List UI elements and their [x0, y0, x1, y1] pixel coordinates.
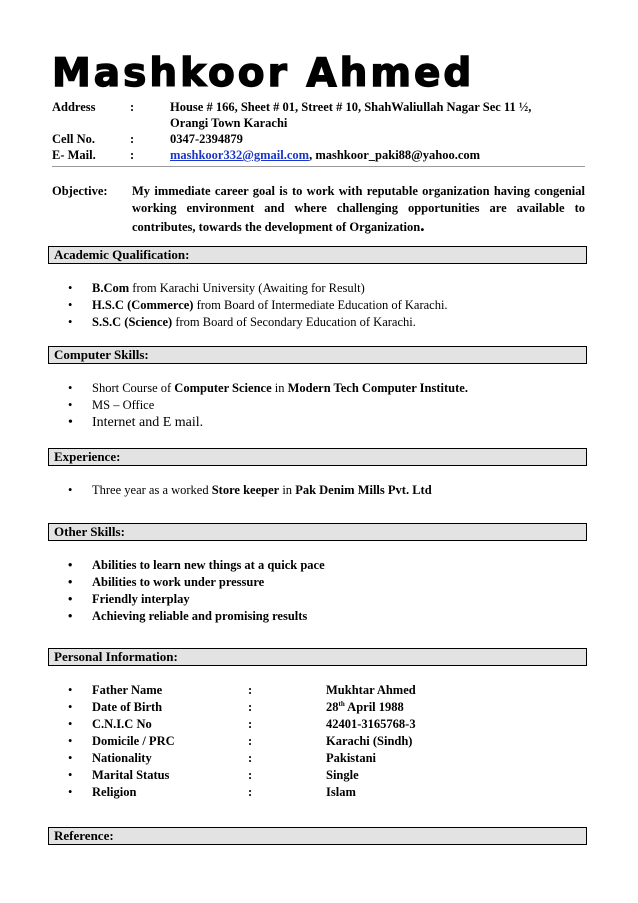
info-colon: :: [248, 751, 253, 765]
other-skill-text: Achieving reliable and promising results: [92, 609, 308, 623]
contact-block: [52, 99, 590, 163]
list-item: [58, 557, 325, 574]
list-item: [58, 280, 448, 297]
dob-suffix: th: [338, 699, 345, 708]
other-skill-text: Abilities to work under pressure: [92, 575, 265, 589]
address-value: [170, 99, 590, 131]
experience-text: in: [279, 483, 296, 497]
degree-detail: from Board of Secondary Education of Karachi.: [172, 315, 416, 329]
reference-section-header: Reference:: [48, 827, 587, 845]
degree-name: S.S.C (Science): [92, 315, 173, 329]
address-row: [52, 99, 590, 131]
bullet-icon: •: [68, 768, 73, 782]
info-label: Domicile / PRC: [92, 734, 175, 748]
email-secondary: , mashkoor_paki88@yahoo.com: [309, 148, 481, 162]
degree-detail: from Karachi University (Awaiting for Result): [129, 281, 365, 295]
objective-block: [52, 183, 585, 236]
list-item: [58, 297, 448, 314]
info-value: Islam: [326, 785, 356, 799]
list-item: [58, 699, 416, 716]
list-item: [58, 482, 432, 499]
info-value: Pakistani: [326, 751, 377, 765]
bullet-icon: •: [68, 575, 73, 589]
list-item: [58, 784, 416, 801]
bullet-icon: •: [68, 381, 73, 395]
job-title: Store keeper: [211, 483, 280, 497]
skill-text: Internet and E mail.: [92, 415, 204, 430]
cell-row: [52, 131, 590, 147]
bullet-icon: •: [68, 298, 73, 312]
header-divider: [52, 166, 585, 167]
list-item: [58, 380, 468, 397]
objective-label: Objective:: [52, 184, 108, 198]
info-colon: :: [248, 785, 253, 799]
bullet-icon: •: [68, 683, 73, 697]
bullet-icon: •: [68, 398, 73, 412]
experience-section-header: Experience:: [48, 448, 587, 466]
email-value: [170, 147, 590, 163]
info-colon: :: [248, 717, 253, 731]
computer-skills-list: [58, 380, 468, 431]
list-item: [58, 750, 416, 767]
list-item: [58, 767, 416, 784]
experience-list: [58, 482, 432, 499]
info-label: Date of Birth: [92, 700, 163, 714]
email-label: E- Mail.: [52, 148, 96, 162]
list-item: [58, 414, 468, 431]
bullet-icon: •: [68, 415, 73, 430]
degree-detail: from Board of Intermediate Education of Karachi.: [193, 298, 448, 312]
bullet-icon: •: [68, 785, 73, 799]
other-skills-section-header: Other Skills:: [48, 523, 587, 541]
degree-name: H.S.C (Commerce): [92, 298, 194, 312]
skill-text: in: [271, 381, 288, 395]
info-value: Mukhtar Ahmed: [326, 683, 416, 697]
address-line2: Orangi Town Karachi: [170, 116, 288, 130]
personal-info-section-header: Personal Information:: [48, 648, 587, 666]
bullet-icon: •: [68, 734, 73, 748]
address-line1: House # 166, Sheet # 01, Street # 10, ShahWaliullah Nagar Sec 11 ½,: [170, 100, 532, 114]
email-colon: :: [130, 148, 135, 162]
info-value: 42401-3165768-3: [326, 717, 416, 731]
personal-info-list: [58, 682, 416, 801]
info-value: Single: [326, 768, 359, 782]
objective-body: My immediate career goal is to work with reputable organization having congenial working environment and where challenging opportunities are available to contributes, towards the development of Organization: [132, 184, 585, 234]
cell-value: 0347-2394879: [170, 132, 243, 146]
address-label: Address: [52, 100, 96, 114]
info-value: [326, 699, 404, 716]
bullet-icon: •: [68, 315, 73, 329]
dob-day: 28: [326, 700, 339, 714]
bullet-icon: •: [68, 717, 73, 731]
skill-course: Computer Science: [174, 381, 272, 395]
list-item: [58, 733, 416, 750]
info-label: Nationality: [92, 751, 152, 765]
info-label: Marital Status: [92, 768, 170, 782]
info-colon: :: [248, 683, 253, 697]
skill-institute: Modern Tech Computer Institute.: [287, 381, 468, 395]
objective-period: .: [420, 215, 425, 235]
other-skill-text: Friendly interplay: [92, 592, 190, 606]
experience-text: Three year as a worked: [92, 483, 212, 497]
info-label: C.N.I.C No: [92, 717, 152, 731]
list-item: [58, 716, 416, 733]
candidate-name: Mashkoor Ahmed: [52, 51, 475, 96]
email-link[interactable]: mashkoor332@gmail.com: [170, 148, 310, 162]
academic-section-header: Academic Qualification:: [48, 246, 587, 264]
info-colon: :: [248, 768, 253, 782]
bullet-icon: •: [68, 700, 73, 714]
cell-label: Cell No.: [52, 132, 96, 146]
info-label: Religion: [92, 785, 137, 799]
academic-list: [58, 280, 448, 331]
bullet-icon: •: [68, 558, 73, 572]
info-colon: :: [248, 700, 253, 714]
bullet-icon: •: [68, 483, 73, 497]
cell-colon: :: [130, 132, 135, 146]
bullet-icon: •: [68, 281, 73, 295]
bullet-icon: •: [68, 751, 73, 765]
list-item: [58, 314, 448, 331]
info-value: Karachi (Sindh): [326, 734, 413, 748]
list-item: [58, 591, 325, 608]
other-skills-list: [58, 557, 325, 625]
skill-text: Short Course of: [92, 381, 175, 395]
computer-skills-section-header: Computer Skills:: [48, 346, 587, 364]
info-label: Father Name: [92, 683, 163, 697]
employer-name: Pak Denim Mills Pvt. Ltd: [295, 483, 432, 497]
degree-name: B.Com: [92, 281, 130, 295]
email-row: [52, 147, 590, 163]
list-item: [58, 682, 416, 699]
skill-text: MS – Office: [92, 398, 155, 412]
list-item: [58, 574, 325, 591]
bullet-icon: •: [68, 609, 73, 623]
list-item: [58, 397, 468, 414]
info-colon: :: [248, 734, 253, 748]
other-skill-text: Abilities to learn new things at a quick pace: [92, 558, 325, 572]
dob-month-year: April 1988: [344, 700, 404, 714]
bullet-icon: •: [68, 592, 73, 606]
address-colon: :: [130, 100, 135, 114]
list-item: [58, 608, 325, 625]
objective-text: [132, 183, 585, 236]
